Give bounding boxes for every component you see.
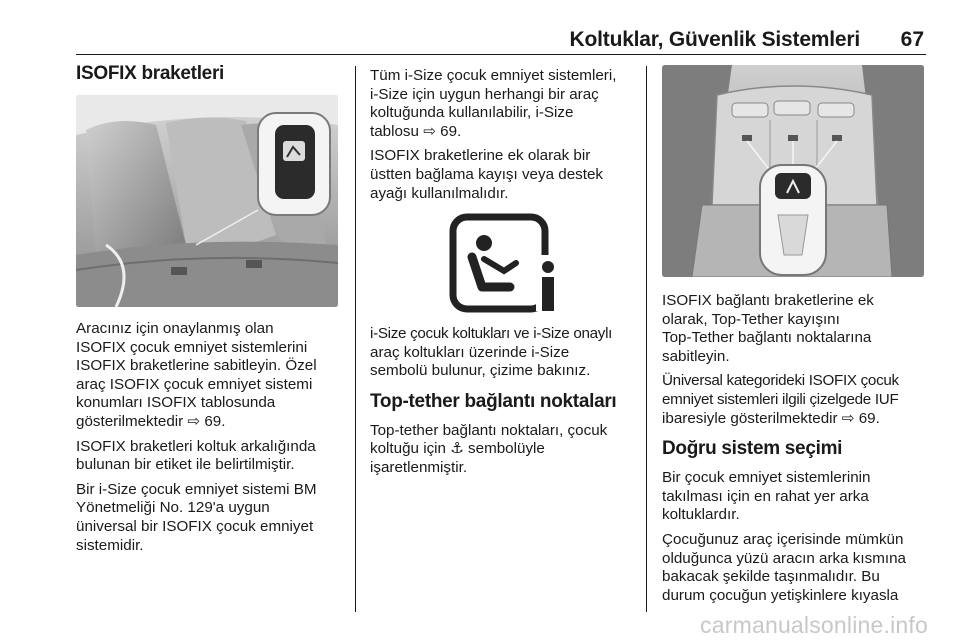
paragraph-top-tether-required bbox=[370, 147, 640, 203]
paragraph-attach-top-tether bbox=[662, 292, 932, 366]
paragraph-rear-facing bbox=[662, 531, 932, 605]
column-1-heading-block bbox=[76, 63, 346, 85]
running-header-title: Koltuklar, Güvenlik Sistemleri bbox=[569, 28, 860, 51]
paragraph-isize-definition bbox=[76, 481, 351, 555]
text-line: işaretlenmiştir. bbox=[370, 458, 468, 476]
text-line: i-Size için uygun herhangi bir araç bbox=[370, 85, 599, 103]
text-line: ISOFIX braketlerine sabitleyin. Özel bbox=[76, 357, 317, 375]
text-line: koltuklardır. bbox=[662, 506, 740, 524]
text-line: ayağı kullanılmalıdır. bbox=[370, 184, 509, 202]
paragraph-top-tether-marking bbox=[370, 422, 640, 478]
figure-isize-symbol bbox=[370, 207, 632, 315]
paragraph-iuf bbox=[662, 372, 932, 428]
text-line: emniyet sistemleri ilgili çizelgede IUF bbox=[662, 390, 899, 408]
text-line: üstten bağlama kayışı veya destek bbox=[370, 165, 604, 183]
text-line: Tüm i-Size çocuk emniyet sistemleri, bbox=[370, 67, 617, 84]
text-line: durum çocuğun yetişkinlere kıyasla bbox=[662, 586, 899, 604]
text-line: ISOFIX bağlantı braketlerine ek bbox=[662, 292, 874, 309]
trunk-illustration bbox=[662, 65, 924, 277]
paragraph-isofix-label bbox=[76, 438, 351, 475]
text-line: araç ISOFIX çocuk emniyet sistemi bbox=[76, 375, 313, 393]
text-line: üniversal bir ISOFIX çocuk emniyet bbox=[76, 517, 314, 535]
figure-rear-seat-isofix bbox=[76, 95, 338, 307]
text-line: bakacak şekilde taşınmalıdır. Bu bbox=[662, 568, 880, 586]
text-line: ISOFIX braketlerine ek olarak bir bbox=[370, 147, 591, 165]
page-number: 67 bbox=[900, 28, 924, 51]
paragraph-isize-usage bbox=[370, 67, 640, 141]
text-line: olduğunca yüzü aracın arka kısmına bbox=[662, 549, 906, 567]
text-line: i-Size çocuk koltukları ve i-Size onaylı bbox=[370, 325, 613, 342]
text-line-with-ref[interactable]: gösterilmektedir ⇨ 69. bbox=[76, 412, 226, 430]
text-line-with-ref[interactable]: ibaresiyle gösterilmektedir ⇨ 69. bbox=[662, 409, 880, 427]
text-line-with-ref[interactable]: tablosu ⇨ 69. bbox=[370, 122, 462, 140]
column-1-body bbox=[76, 320, 351, 561]
text-line: sabitleyin. bbox=[662, 347, 730, 365]
column-2-top bbox=[370, 67, 640, 209]
text-line: Bir i-Size çocuk emniyet sistemi BM bbox=[76, 480, 317, 498]
column-divider-1 bbox=[355, 66, 356, 612]
text-line: Aracınız için onaylanmış olan bbox=[76, 320, 274, 337]
header-rule bbox=[76, 54, 926, 55]
rear-seat-illustration bbox=[76, 95, 338, 307]
text-line: ISOFIX çocuk emniyet sistemlerini bbox=[76, 338, 308, 356]
watermark: carmanualsonline.info bbox=[700, 612, 928, 638]
paragraph-best-position bbox=[662, 469, 932, 525]
text-line: ISOFIX braketleri koltuk arkalığında bbox=[76, 437, 316, 455]
text-line: konumları ISOFIX tablosunda bbox=[76, 394, 276, 412]
section-heading-top-tether: Top-tether bağlantı noktaları bbox=[370, 390, 617, 412]
text-line: sembolü bulunur, çizime bakınız. bbox=[370, 362, 591, 380]
column-divider-2 bbox=[646, 66, 647, 612]
text-line: olarak, Top-Tether kayışını bbox=[662, 310, 840, 328]
figure-trunk-top-tether bbox=[662, 65, 924, 277]
paragraph-isize-symbol bbox=[370, 325, 640, 381]
text-line: koltuğunda kullanılabilir, i-Size bbox=[370, 104, 574, 122]
column-2-bottom bbox=[370, 325, 640, 484]
text-line: Çocuğunuz araç içerisinde mümkün bbox=[662, 530, 904, 548]
text-line: araç koltukları üzerinde i-Size bbox=[370, 343, 570, 361]
isize-symbol-icon bbox=[370, 207, 632, 315]
column-3-body bbox=[662, 292, 932, 611]
section-heading-correct-system: Doğru sistem seçimi bbox=[662, 438, 843, 460]
text-line: sistemidir. bbox=[76, 536, 144, 554]
text-line: koltuğu için ⚓ sembolüyle bbox=[370, 440, 545, 458]
section-heading-isofix: ISOFIX braketleri bbox=[76, 63, 225, 84]
text-line: Bir çocuk emniyet sistemlerinin bbox=[662, 469, 871, 487]
text-line: takılması için en rahat yer arka bbox=[662, 487, 869, 505]
paragraph-isofix-approved bbox=[76, 320, 351, 432]
text-line: bulunan bir etiket ile belirtilmiştir. bbox=[76, 456, 295, 474]
text-line: Top-Tether bağlantı noktalarına bbox=[662, 329, 872, 347]
text-line: Üniversal kategorideki ISOFIX çocuk bbox=[662, 372, 899, 390]
text-line: Yönetmeliği No. 129'a uygun bbox=[76, 499, 270, 517]
text-line: Top-tether bağlantı noktaları, çocuk bbox=[370, 421, 608, 439]
